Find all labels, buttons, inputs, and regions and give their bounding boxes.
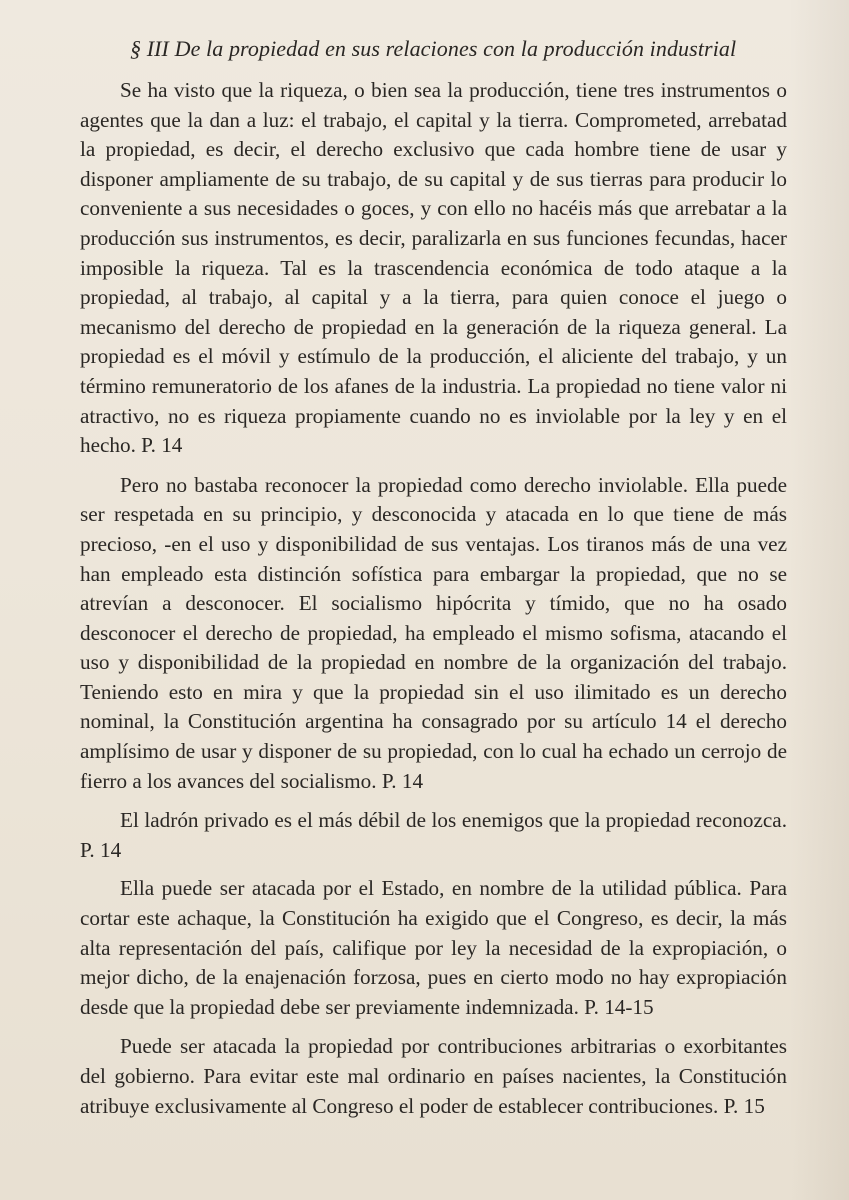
paragraph-1: Se ha visto que la riqueza, o bien sea la producción, tiene tres instrumentos o agentes que la dan a luz: el trabajo, el capital y la tierra. Comprometed, arrebatad la propiedad, es decir, el derecho exclusivo que cada hombre tiene de usar y disponer ampliamente de su trabajo, de su capital y de sus tierras para producir lo conveniente a sus necesidades o goces, y con ello no hacéis más que arrebatar a la producción sus instrumentos, es decir, paralizarla en sus funciones fecundas, hacer imposible la riqueza. Tal es la trascendencia económica de todo ataque a la propiedad, al trabajo, al capital y a la tierra, para quien conoce el juego o mecanismo del derecho de propiedad en la generación de la riqueza general. La propiedad es el móvil y estímulo de la producción, el aliciente del trabajo, y un término remuneratorio de los afanes de la industria. La propiedad no tiene valor ni atractivo, no es riqueza propiamente cuando no es inviolable por la ley y en el hecho. P. 14 [80,78,787,458]
paragraph-4: Ella puede ser atacada por el Estado, en nombre de la utilidad pública. Para cortar este achaque, la Constitución ha exigido que el Congreso, es decir, la más alta representación del país, califique por ley la necesidad de la expropiación, o mejor dicho, de la enajenación forzosa, pues en cierto modo no hay expropiación desde que la propiedad debe ser previamente indemnizada. P. 14-15 [80,876,787,1019]
paragraph-5: Puede ser atacada la propiedad por contribuciones arbitrarias o exorbitantes del gobierno. Para evitar este mal ordinario en países nacientes, la Constitución atribuye exclusivamente al Congreso el poder de establecer contribuciones. P. 15 [80,1034,787,1118]
paragraph-2: Pero no bastaba reconocer la propiedad como derecho inviolable. Ella puede ser respetada en su principio, y desconocida y atacada en lo que tiene de más precioso, -en el uso y disponibilidad de sus ventajas. Los tiranos más de una vez han empleado esta distinción sofística para embargar la propiedad, que no se atrevían a desconocer. El socialismo hipócrita y tímido, que no ha osado desconocer el derecho de propiedad, ha empleado el mismo sofisma, atacando el uso y disponibilidad de la propiedad en nombre de la organización del trabajo. Teniendo esto en mira y que la propiedad sin el uso ilimitado es un derecho nominal, la Constitución argentina ha consagrado por su artículo 14 el derecho amplísimo de usar y disponer de su propiedad, con lo cual ha echado un cerrojo de fierro a los avances del socialismo. P. 14 [80,472,787,793]
section-heading: § III De la propiedad en sus relaciones con la producción industrial [130,36,737,61]
paragraph-3: El ladrón privado es el más débil de los enemigos que la propiedad reconozca. P. 14 [80,808,787,862]
